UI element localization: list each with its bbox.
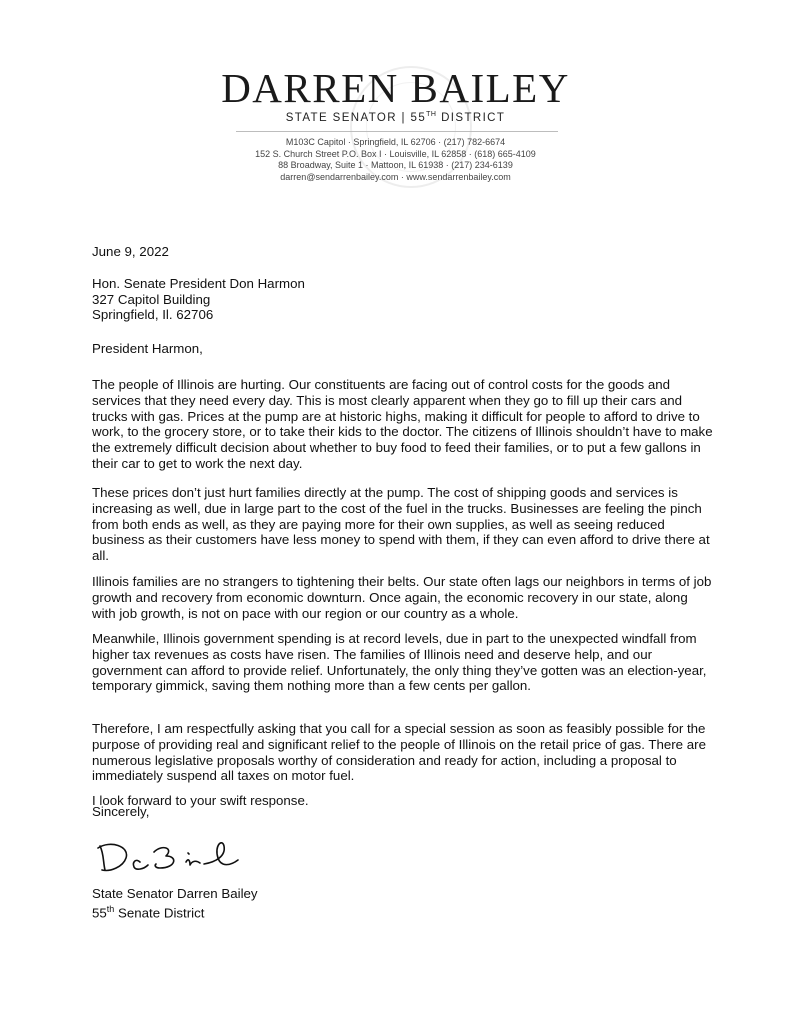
contact-line-email-web: darren@sendarrenbailey.com · www.sendarrenbailey.com [280,171,511,182]
letterhead-title-suffix: DISTRICT [436,111,506,124]
contact-line-mattoon: 88 Broadway, Suite 1 · Mattoon, IL 61938 · (217) 234-6139 [278,160,513,170]
contact-line-louisville: 152 S. Church Street P.O. Box I · Louisville, IL 62858 · (618) 665-4109 [255,148,536,159]
letterhead-contact [0,137,791,183]
district-suffix-sup: th [106,903,115,914]
recipient-name: Hon. Senate President Don Harmon [92,276,305,291]
closing: Sincerely, [92,804,150,819]
salutation: President Harmon, [92,341,203,356]
signer-district [92,902,714,921]
body-paragraph: Meanwhile, Illinois government spending is at record levels, due in part to the unexpected windfall from higher tax revenues as costs have risen. The families of Illinois need and deserve help, and our government can afford to provide relief. Unfortunately, the only thing they’ve gotten was an election-year, temporary gimmick, saving them nothing more than a few cents per gallon. [92,631,707,694]
body-paragraph: Therefore, I am respectfully asking that you call for a special session as soon as feasibly possible for the purpose of providing real and significant relief to the people of Illinois on the retail price of gas. There are numerous legislative proposals worthy of consideration and ready for action, including a proposal to immediately suspend all taxes on motor fuel. [92,721,706,784]
letterhead-title-sup: TH [426,111,437,118]
district-label: Senate District [114,905,205,921]
letterhead-title-text: STATE SENATOR | 55 [285,111,427,124]
recipient-street: 327 Capitol Building [92,291,211,307]
signature-block [92,886,714,921]
recipient-city: Springfield, Il. 62706 [92,307,214,323]
letterhead-title [0,111,791,124]
handwritten-signature [96,832,266,878]
letter-date: June 9, 2022 [92,244,169,259]
body-paragraph: These prices don’t just hurt families directly at the pump. The cost of shipping goods and services is increasing as well, due in large part to the cost of the fuel in the trucks. Businesses are feeling the pinch from both ends as well, as they are paying more for their own supplies, as well as seeing reduced business as their customers have less money to spend with them, if they can even afford to drive there at all. [92,485,710,564]
recipient-address [92,276,714,323]
letterhead-divider [236,131,558,132]
contact-line-capitol: M103C Capitol · Springfield, IL 62706 · (217) 782-6674 [285,137,506,147]
letterhead-name: DARREN BAILEY [221,65,570,111]
district-number: 55 [92,905,107,921]
body-paragraph: The people of Illinois are hurting. Our constituents are facing out of control costs for the goods and services that they need every day. This is most clearly apparent when they go to fill up their cars and trucks with gas. Prices at the pump are at historic highs, making it difficult for people to afford to drive to work, to the grocery store, or to take their kids to the doctor. The citizens of Illinois shouldn’t have to make the extremely difficult decision about whether to buy food to feed their families, or to put a few gallons in their car to get to work the next day. [92,377,713,471]
signer-name: State Senator Darren Bailey [92,886,258,901]
body-paragraph: Illinois families are no strangers to tightening their belts. Our state often lags our neighbors in terms of job growth and recovery from economic downturn. Once again, the economic recovery in our state, along with job growth, is not on pace with our region or our country as a whole. [92,574,712,621]
body-paragraph: I look forward to your swift response. [92,793,309,809]
